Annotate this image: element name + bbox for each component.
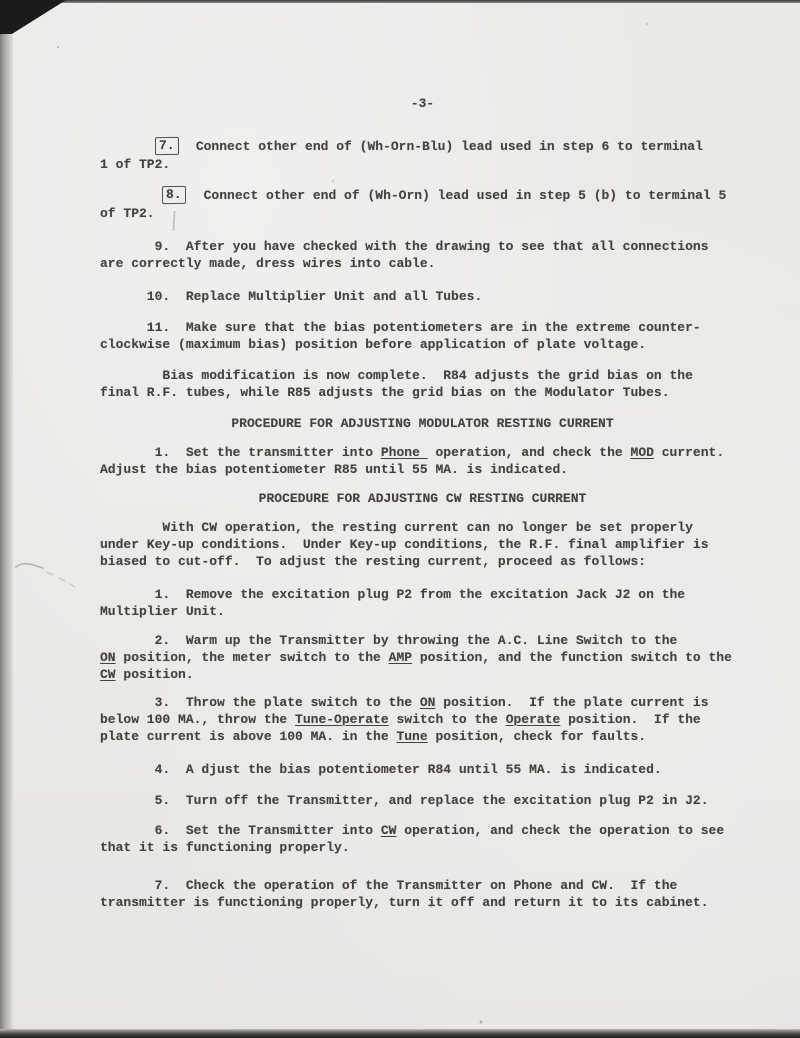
step-10-line: 10. Replace Multiplier Unit and all Tubes. bbox=[100, 289, 483, 304]
bias-note-line: Bias modification is now complete. R84 adjusts the grid bias on the bbox=[100, 368, 693, 383]
cw-step-4-line: 4. A djust the bias potentiometer R84 until 55 MA. is indicated. bbox=[100, 762, 662, 777]
page-number bbox=[100, 95, 745, 112]
cw-step-3 bbox=[100, 694, 745, 745]
bias-note-line: final R.F. tubes, while R85 adjusts the grid bias on the Modulator Tubes. bbox=[100, 385, 670, 400]
cw-step-4 bbox=[100, 761, 745, 778]
cw-step-2-line: CW position. bbox=[100, 667, 194, 682]
paragraphs-container bbox=[100, 138, 745, 911]
step-7-line: 7. Connect other end of (Wh-Orn-Blu) lead used in step 6 to terminal bbox=[100, 138, 745, 156]
page-number-label: -3- bbox=[410, 96, 435, 111]
cw-step-2 bbox=[100, 632, 745, 683]
step-number-box: 7. bbox=[155, 137, 179, 155]
cw-intro-line: biased to cut-off. To adjust the resting current, proceed as follows: bbox=[100, 554, 647, 569]
heading-modulator-line: PROCEDURE FOR ADJUSTING MODULATOR RESTING CURRENT bbox=[231, 416, 614, 431]
cw-step-6 bbox=[100, 822, 745, 856]
cw-intro bbox=[100, 519, 745, 570]
cw-step-3-line: below 100 MA., throw the Tune-Operate switch to the Operate position. If the bbox=[100, 712, 701, 727]
cw-step-1-line: 1. Remove the excitation plug P2 from the excitation Jack J2 on the bbox=[100, 587, 686, 602]
heading-cw bbox=[100, 490, 745, 507]
step-7-line: 1 of TP2. bbox=[100, 157, 171, 172]
step-11 bbox=[100, 319, 745, 353]
step-11-line: 11. Make sure that the bias potentiometers are in the extreme counter- bbox=[100, 320, 701, 335]
cw-step-7-line: 7. Check the operation of the Transmitter on Phone and CW. If the bbox=[100, 878, 678, 893]
step-8 bbox=[100, 187, 745, 222]
cw-intro-line: With CW operation, the resting current can no longer be set properly bbox=[100, 520, 693, 535]
step-9-line: are correctly made, dress wires into cable. bbox=[100, 256, 436, 271]
mod-step-1-line: 1. Set the transmitter into Phone operation, and check the MOD current. bbox=[100, 445, 725, 460]
heading-cw-line: PROCEDURE FOR ADJUSTING CW RESTING CURRENT bbox=[258, 491, 587, 506]
cw-step-2-line: 2. Warm up the Transmitter by throwing the A.C. Line Switch to the bbox=[100, 633, 678, 648]
scan-edge-bottom bbox=[0, 1029, 800, 1038]
mod-step-1 bbox=[100, 444, 745, 478]
step-9 bbox=[100, 238, 745, 272]
step-8-line: 8. Connect other end of (Wh-Orn) lead used in step 5 (b) to terminal 5 bbox=[100, 187, 745, 205]
heading-modulator bbox=[100, 415, 745, 432]
cw-step-7-line: transmitter is functioning properly, turn it off and return it to its cabinet. bbox=[100, 895, 709, 910]
cw-intro-line: under Key-up conditions. Under Key-up conditions, the R.F. final amplifier is bbox=[100, 537, 709, 552]
cw-step-3-line: plate current is above 100 MA. in the Tune position, check for faults. bbox=[100, 729, 647, 744]
step-9-line: 9. After you have checked with the drawing to see that all connections bbox=[100, 239, 709, 254]
cw-step-3-line: 3. Throw the plate switch to the ON position. If the plate current is bbox=[100, 695, 709, 710]
step-7 bbox=[100, 138, 745, 173]
step-10 bbox=[100, 288, 745, 305]
cw-step-2-line: ON position, the meter switch to the AMP position, and the function switch to the bbox=[100, 650, 732, 665]
bias-note bbox=[100, 367, 745, 401]
cw-step-1 bbox=[100, 586, 745, 620]
cw-step-6-line: 6. Set the Transmitter into CW operation, and check the operation to see bbox=[100, 823, 725, 838]
cw-step-1-line: Multiplier Unit. bbox=[100, 604, 225, 619]
cw-step-6-line: that it is functioning properly. bbox=[100, 840, 350, 855]
step-11-line: clockwise (maximum bias) position before application of plate voltage. bbox=[100, 337, 647, 352]
cw-step-5 bbox=[100, 792, 745, 809]
step-number-box: 8. bbox=[162, 186, 186, 204]
cw-step-7 bbox=[100, 877, 745, 911]
mod-step-1-line: Adjust the bias potentiometer R85 until 55 MA. is indicated. bbox=[100, 462, 569, 477]
step-8-line: of TP2. bbox=[100, 206, 155, 221]
cw-step-5-line: 5. Turn off the Transmitter, and replace the excitation plug P2 in J2. bbox=[100, 793, 709, 808]
